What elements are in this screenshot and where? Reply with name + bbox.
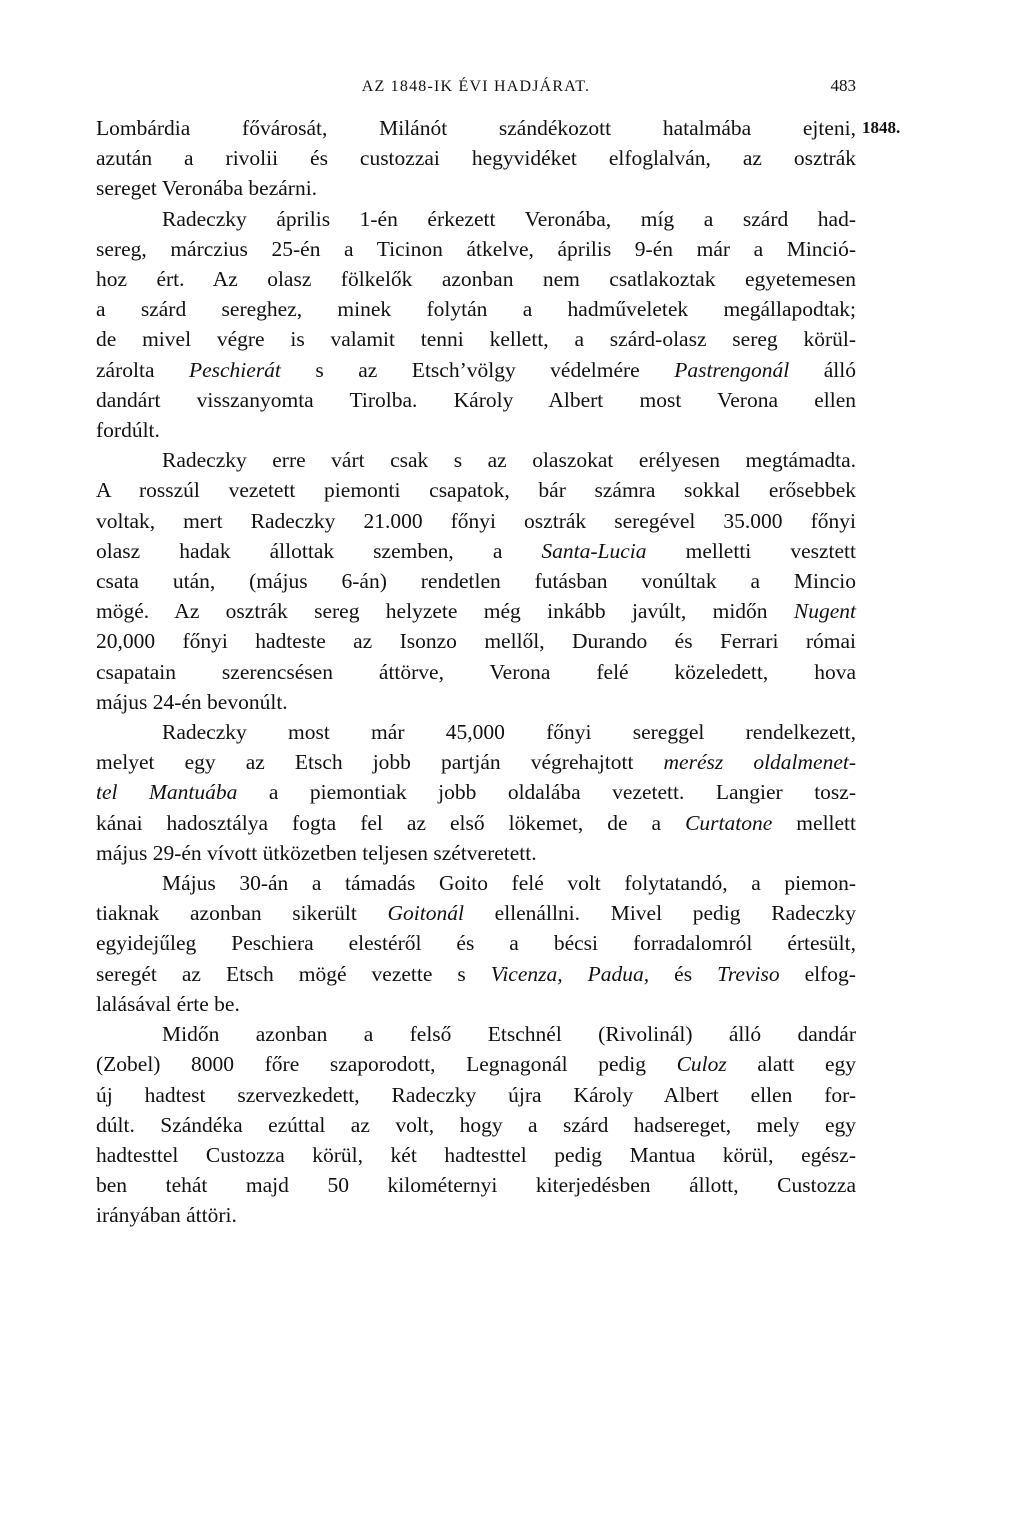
text-line: lalásával érte be. bbox=[96, 991, 240, 1016]
text-line: új hadtest szervezkedett, Radeczky újra Károly Albert ellen for- bbox=[96, 1082, 856, 1107]
text-line: Radeczky most már 45,000 főnyi sereggel rendelkezett, bbox=[162, 720, 856, 745]
text-line: Radeczky április 1-én érkezett Veronába, míg a szárd had- bbox=[162, 206, 856, 231]
italic-place-name: Curtatone bbox=[685, 810, 773, 835]
text-line: május 24-én bevonúlt. bbox=[96, 689, 288, 714]
text-line: olasz hadak állottak szemben, a Santa-Lucia melletti vesztett bbox=[96, 538, 856, 563]
text-line: Lombárdia fővárosát, Milánót szándékozott hatalmába ejteni, bbox=[96, 116, 856, 140]
italic-place-name: Culoz bbox=[676, 1052, 727, 1077]
text-line: (Zobel) 8000 főre szaporodott, Legnagonál pedig Culoz alatt egy bbox=[96, 1052, 856, 1077]
text-line: melyet egy az Etsch jobb partján végrehajtott merész oldalmenet- bbox=[96, 750, 857, 775]
text-line: voltak, mert Radeczky 21.000 főnyi osztrák seregével 35.000 főnyi bbox=[96, 508, 856, 533]
text-line: hadtesttel Custozza körül, két hadtesttel pedig Mantua körül, egész- bbox=[96, 1142, 856, 1167]
text-line: irányában áttöri. bbox=[96, 1203, 237, 1228]
text-line: zárolta Peschierát s az Etsch’völgy védelmére Pastrengonál álló bbox=[96, 357, 856, 382]
italic-place-name: Goitonál bbox=[387, 901, 464, 926]
italic-place-name: Vicenza, Padua, bbox=[490, 961, 650, 986]
text-line: május 29-én vívott ütközetben teljesen szétveretett. bbox=[96, 840, 537, 865]
italic-place-name: merész oldalmenet- bbox=[663, 750, 857, 775]
running-head bbox=[96, 78, 856, 102]
text-line: a szárd sereghez, minek folytán a hadműveletek megállapodtak; bbox=[96, 297, 856, 322]
italic-place-name: Treviso bbox=[717, 961, 780, 986]
body-text bbox=[96, 113, 856, 1231]
text-line: Radeczky erre várt csak s az olaszokat erélyesen megtámadta. bbox=[162, 448, 856, 473]
text-line: kánai hadosztálya fogta fel az első lökemet, de a Curtatone mellett bbox=[96, 810, 856, 835]
text-line: csapatain szerencsésen áttörve, Verona felé közeledett, hova bbox=[96, 659, 856, 684]
text-line: Május 30-án a támadás Goito felé volt folytatandó, a piemon- bbox=[162, 871, 856, 896]
text-line: tiaknak azonban sikerült Goitonál ellenállni. Mivel pedig Radeczky bbox=[96, 901, 856, 926]
text-line: mögé. Az osztrák sereg helyzete még inkább javúlt, midőn Nugent bbox=[96, 599, 856, 624]
italic-place-name: Pastrengonál bbox=[674, 357, 790, 382]
text-line: fordúlt. bbox=[96, 418, 160, 443]
text-line: hoz ért. Az olasz fölkelők azonban nem csatlakoztak egyetemesen bbox=[96, 267, 856, 292]
text-line: tel Mantuába a piemontiak jobb oldalába vezetett. Langier tosz- bbox=[96, 780, 857, 805]
italic-place-name: Nugent bbox=[793, 599, 856, 624]
text-line: Midőn azonban a felső Etschnél (Rivolinál) álló dandár bbox=[162, 1022, 856, 1047]
italic-place-name: tel Mantuába bbox=[96, 780, 238, 805]
text-line: azután a rivolii és custozzai hegyvidéket elfoglalván, az osztrák bbox=[96, 146, 856, 171]
text-line: csata után, (május 6-án) rendetlen futásban vonúltak a Mincio bbox=[96, 569, 856, 594]
margin-year-note: 1848. bbox=[862, 118, 901, 137]
text-line: 20,000 főnyi hadteste az Isonzo mellől, Durando és Ferrari római bbox=[96, 629, 856, 654]
text-line: dandárt visszanyomta Tirolba. Károly Albert most Verona ellen bbox=[96, 387, 856, 412]
page-number: 483 bbox=[830, 76, 856, 95]
text-line: de mivel végre is valamit tenni kellett, a szárd-olasz sereg körül- bbox=[96, 327, 856, 352]
italic-place-name: Santa-Lucia bbox=[541, 538, 647, 563]
italic-place-name: Peschierát bbox=[188, 357, 281, 382]
text-line: sereget Veronába bezárni. bbox=[96, 176, 318, 201]
text-line: sereg, márczius 25-én a Ticinon átkelve, április 9-én már a Minció- bbox=[96, 236, 856, 261]
text-line: seregét az Etsch mögé vezette s Vicenza, Padua, és Treviso elfog- bbox=[96, 961, 856, 986]
text-line: A rosszúl vezetett piemonti csapatok, bár számra sokkal erősebbek bbox=[96, 478, 856, 503]
text-line: egyidejűleg Peschiera elestéről és a bécsi forradalomról értesült, bbox=[96, 931, 856, 956]
running-head-title: AZ 1848-IK ÉVI HADJÁRAT. bbox=[361, 78, 591, 95]
text-line: ben tehát majd 50 kilométernyi kiterjedésben állott, Custozza bbox=[96, 1173, 856, 1198]
text-line: dúlt. Szándéka ezúttal az volt, hogy a szárd hadsereget, mely egy bbox=[96, 1112, 856, 1137]
